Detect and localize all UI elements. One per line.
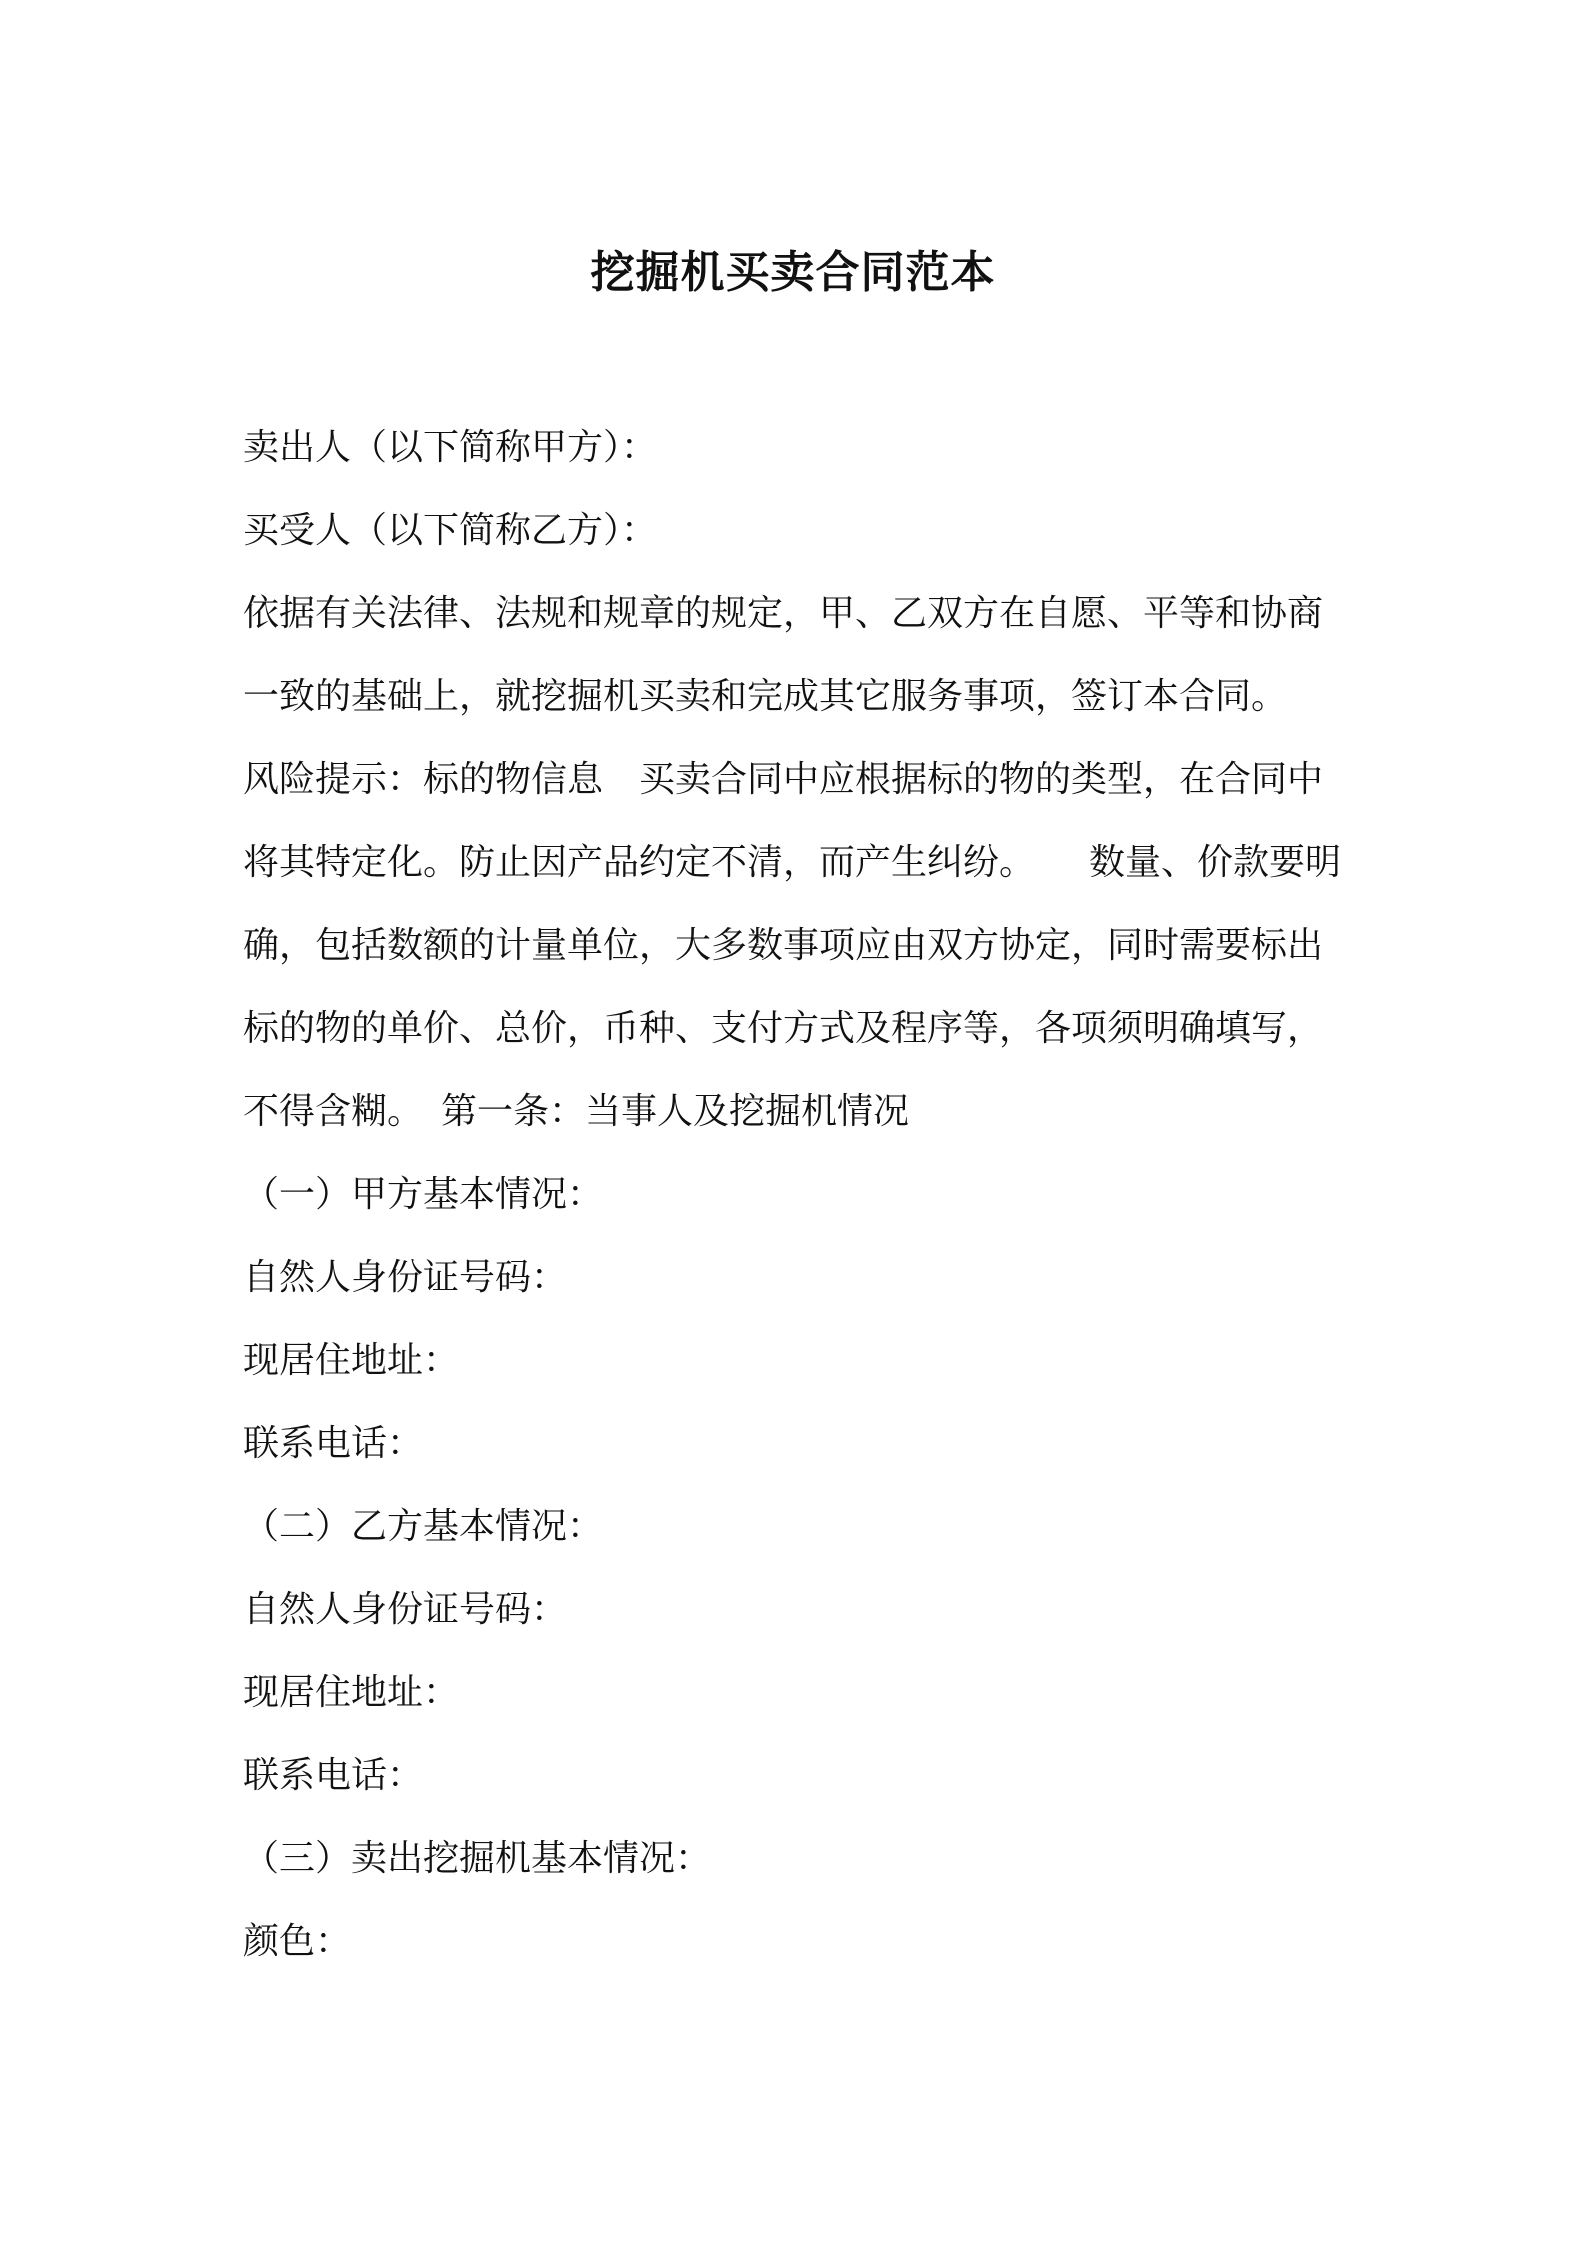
party-a-address-line: 现居住地址： — [243, 1340, 460, 1381]
excavator-color-line: 颜色： — [243, 1921, 352, 1962]
risk-notice-paragraph: 风险提示：标的物信息 买卖合同中应根据标的物的类型，在合同中将其特定化。防止因产品约定不清，而产生纠纷。 数量、价款要明确，包括数额的计量单位，大多数事项应由双方协定，同时需要标出标的物的单价、总价，币种、支付方式及程序等，各项须明确填写，不得含糊。 第一条：当事人及挖掘机情况 — [243, 759, 1342, 1132]
document-body — [243, 406, 1351, 1983]
section-party-a-heading: （一）甲方基本情况： — [243, 1174, 604, 1215]
party-b-id-line: 自然人身份证号码： — [243, 1589, 568, 1630]
party-a-phone-line: 联系电话： — [243, 1423, 424, 1464]
preamble-paragraph: 依据有关法律、法规和规章的规定，甲、乙双方在自愿、平等和协商一致的基础上，就挖掘机买卖和完成其它服务事项，签订本合同。 — [243, 593, 1324, 717]
section-party-b-heading: （二）乙方基本情况： — [243, 1506, 604, 1547]
buyer-line: 买受人（以下简称乙方）： — [243, 510, 658, 551]
party-b-address-line: 现居住地址： — [243, 1672, 460, 1713]
document-title: 挖掘机买卖合同范本 — [590, 247, 996, 299]
party-a-id-line: 自然人身份证号码： — [243, 1257, 568, 1298]
seller-line: 卖出人（以下简称甲方）： — [243, 427, 658, 468]
section-excavator-heading: （三）卖出挖掘机基本情况： — [243, 1838, 712, 1879]
party-b-phone-line: 联系电话： — [243, 1755, 424, 1796]
